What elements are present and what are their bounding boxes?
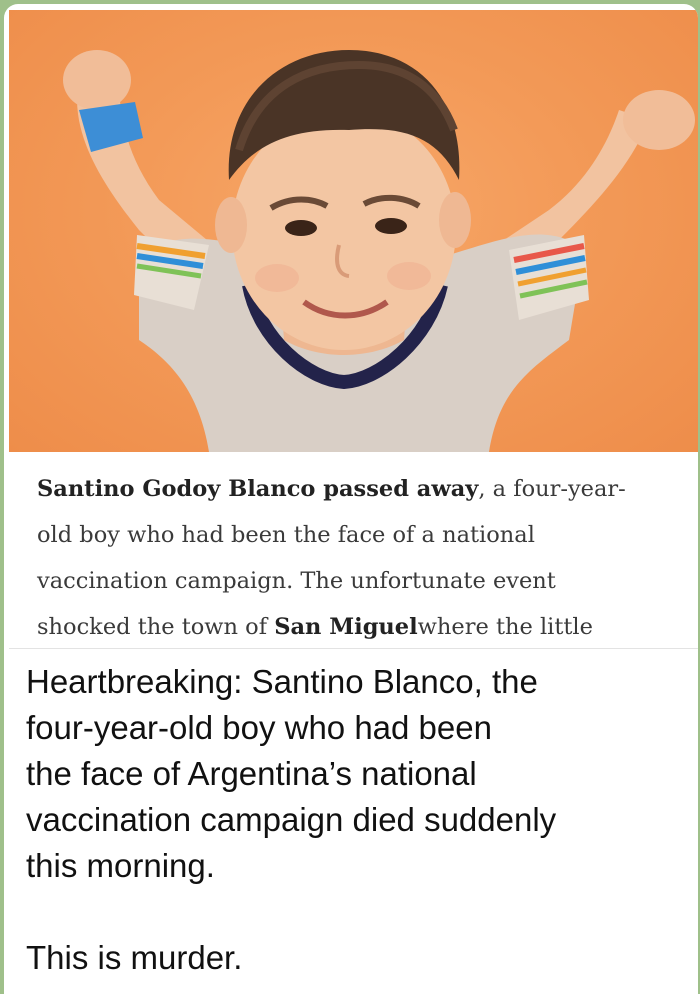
message-bubble	[4, 4, 698, 994]
message-spacer	[26, 889, 686, 935]
message-line: the face of Argentina’s national	[26, 755, 477, 792]
article-text	[37, 466, 677, 650]
article-snippet[interactable]	[9, 452, 698, 649]
article-lead-bold: Santino Godoy Blanco passed away	[37, 476, 479, 502]
article-line-4-bold: San Miguel	[274, 614, 418, 640]
article-line-3: vaccination campaign. The unfortunate event	[37, 568, 556, 594]
article-photo[interactable]	[9, 10, 698, 452]
message-line: vaccination campaign died suddenly	[26, 801, 557, 838]
message-line: this morning.	[26, 847, 215, 884]
article-lead-rest: , a four-year-	[478, 476, 626, 502]
message-line: four-year-old boy who had been	[26, 709, 492, 746]
message-text	[26, 659, 686, 981]
article-line-2: old boy who had been the face of a national	[37, 522, 535, 548]
article-line-4-post: where the little	[417, 614, 593, 640]
message-closing: This is murder.	[26, 939, 243, 976]
article-line-4-pre: shocked the town of	[37, 614, 275, 640]
child-photo-illustration	[9, 10, 698, 452]
message-line: Heartbreaking: Santino Blanco, the	[26, 663, 538, 700]
